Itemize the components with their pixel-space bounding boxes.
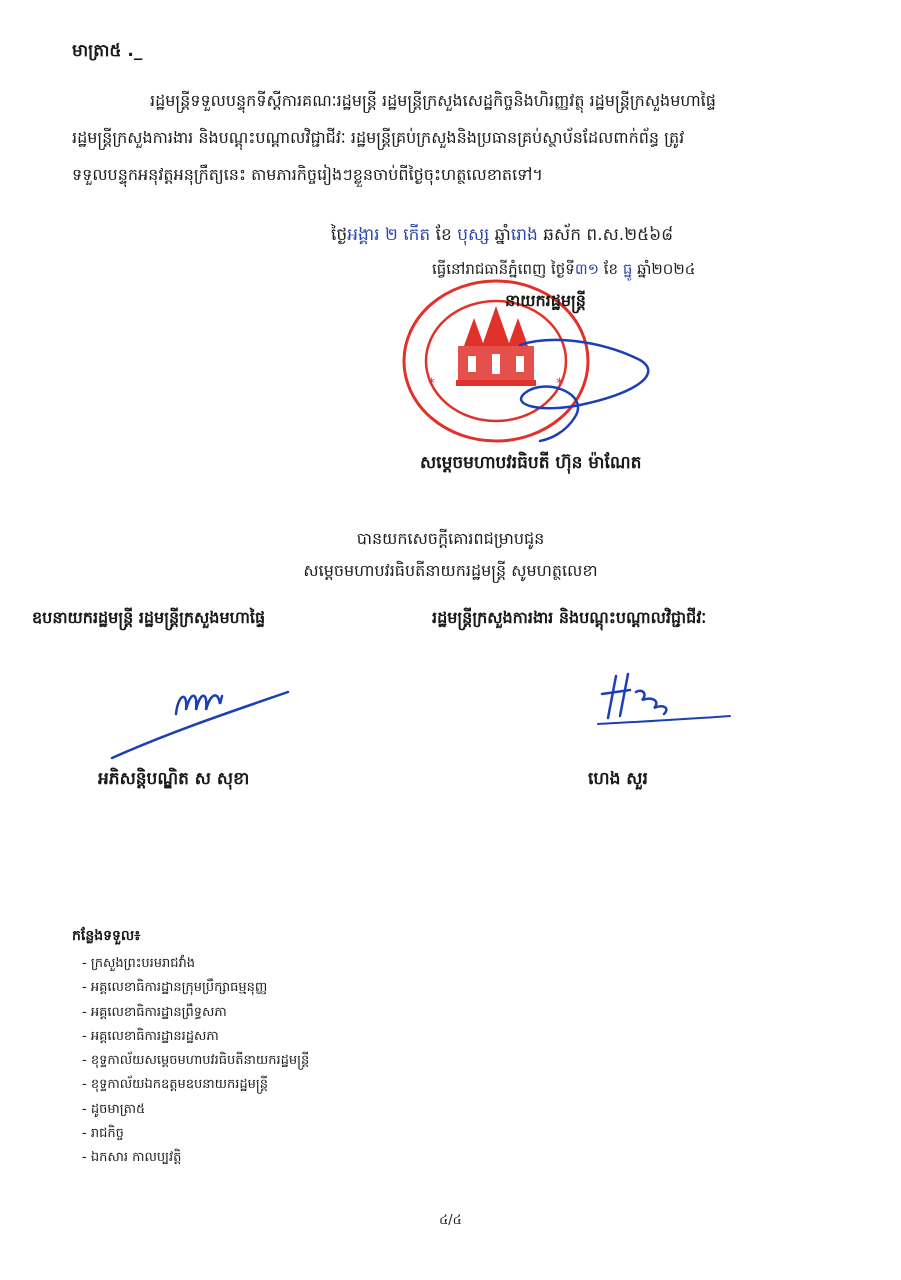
handwritten-day: អង្គារ ២ កើត	[347, 225, 431, 245]
page-number: ៤/៤	[439, 1213, 462, 1228]
handwritten-day: ៣១	[574, 260, 600, 278]
body-line: រដ្ឋមន្ត្រីទទួលបន្ទុកទីស្តីការគណៈរដ្ឋមន្ត្រី រដ្ឋមន្ត្រីក្រសួងសេដ្ឋកិច្ចនិងហិរញ្ញវត្ថុ រដ្ឋមន្ត្រីក្រសួងមហាផ្ទៃ	[150, 91, 716, 110]
cosigner-left-title: ឧបនាយករដ្ឋមន្ត្រី រដ្ឋមន្ត្រីក្រសួងមហាផ្ទៃ	[32, 608, 266, 627]
handwritten-month: ធ្នូ	[622, 260, 633, 278]
svg-text:*: *	[556, 376, 563, 392]
cosigner-right-signature	[594, 668, 734, 730]
signer-title: នាយករដ្ឋមន្ត្រី	[505, 291, 586, 310]
handwritten-month: បុស្ស	[457, 225, 490, 245]
cosigner-right-title: រដ្ឋមន្ត្រីក្រសួងការងារ និងបណ្តុះបណ្តាលវិជ្ជាជីវៈ	[432, 608, 707, 627]
recipient-item: - ខុទ្ទកាល័យសម្តេចមហាបវរធិបតីនាយករដ្ឋមន្ត្រី	[82, 1053, 310, 1069]
presented-line: សម្តេចមហាបវរធិបតីនាយករដ្ឋមន្ត្រី សូមហត្ថលេខា	[303, 561, 598, 580]
place-date-part: ធ្វើនៅរាជធានីភ្នំពេញ ថ្ងៃទី	[432, 260, 575, 278]
cosigner-left-signature	[110, 682, 300, 762]
recipients-list	[82, 952, 309, 1171]
article-body	[72, 82, 842, 193]
svg-text:*: *	[428, 376, 435, 392]
lunar-date	[331, 224, 673, 249]
body-line: រដ្ឋមន្ត្រីក្រសួងការងារ និងបណ្តុះបណ្តាលវិជ្ជាជីវៈ រដ្ឋមន្ត្រីគ្រប់ក្រសួងនិងប្រធានគ្រប់ស្ថាប័នដែលពាក់ព័ន្ធ ត្រូវ	[72, 128, 685, 147]
recipient-item: - ឯកសារ កាលប្បវត្តិ	[82, 1150, 182, 1166]
recipient-item: - អគ្គលេខាធិការដ្ឋានរដ្ឋសភា	[82, 1028, 219, 1044]
place-date-part: ឆ្នាំ២០២៤	[632, 260, 696, 278]
article-title: មាត្រា៥ ._	[72, 41, 143, 61]
pm-signature	[480, 335, 680, 445]
handwritten-year-animal: រោង	[510, 225, 538, 245]
body-line: ទទួលបន្ទុកអនុវត្តអនុក្រឹត្យនេះ តាមភារកិច្ចរៀងៗខ្លួនចាប់ពីថ្ងៃចុះហត្ថលេខាតទៅ។	[72, 165, 543, 184]
pm-name: សម្តេចមហាបវរធិបតី ហ៊ុន ម៉ាណែត	[420, 453, 642, 473]
recipient-item: - ខុទ្ទកាល័យឯកឧត្តមឧបនាយករដ្ឋមន្ត្រី	[82, 1077, 268, 1093]
lunar-date-part: ខែ	[430, 225, 458, 245]
cosigner-right-name: ហេង សួរ	[588, 769, 648, 789]
recipient-item: - អគ្គលេខាធិការដ្ឋានក្រុមប្រឹក្សាធម្មនុញ្ញ	[82, 980, 268, 996]
lunar-date-part: ឆ្នាំ	[489, 225, 511, 245]
place-date-part: ខែ	[599, 260, 623, 278]
recipient-item: - រាជកិច្ច	[82, 1126, 124, 1142]
presented-line: បានយកសេចក្តីគោរពជម្រាបជូន	[356, 529, 545, 548]
lunar-date-part: ថ្ងៃ	[331, 225, 348, 245]
recipient-item: - ដូចមាត្រា៥	[82, 1101, 146, 1117]
recipient-item: - ក្រសួងព្រះបរមរាជវាំង	[82, 956, 196, 971]
recipient-item: - អគ្គលេខាធិការដ្ឋានព្រឹទ្ធសភា	[82, 1004, 227, 1020]
cosigner-left-name: អភិសន្តិបណ្ឌិត ស សុខា	[98, 769, 250, 789]
lunar-date-part: ឆស័ក ព.ស.២៥៦៨	[537, 225, 674, 245]
recipients-title: កន្លែងទទួល៖	[72, 928, 141, 944]
